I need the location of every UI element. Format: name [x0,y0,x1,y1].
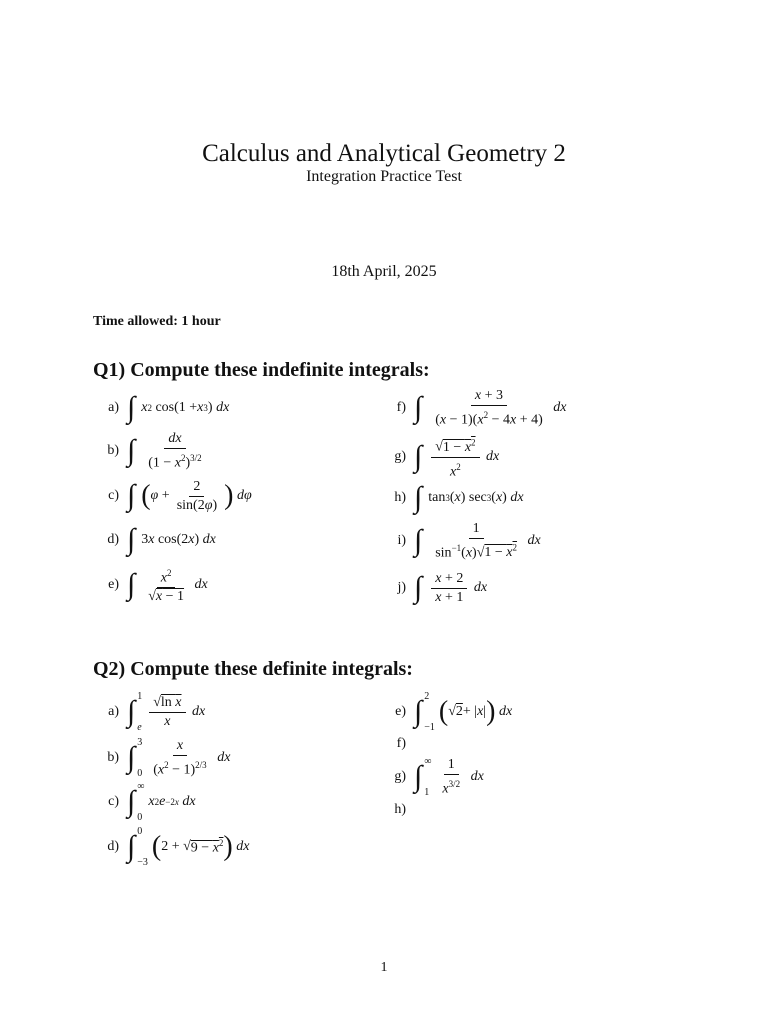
q1-heading: Q1) Compute these indefinite integrals: [93,359,430,381]
q1-item-f [380,388,700,428]
q1-item-g [380,436,680,480]
page-title: Calculus and Analytical Geometry 2 [202,140,566,167]
integral-expression: ∫ $\frac{x + 2}{x + 1}$ dx [414,570,488,605]
integral-expression: ∫ 3 x cos(2 x ) dx [127,523,216,556]
item-label: i) [397,533,406,548]
q2-heading: Q2) Compute these definite integrals: [93,658,413,680]
item-label: g) [394,449,406,464]
integral-expression: ∫ x 2 cos(1 + x 3 ) dx [127,391,230,424]
q1-item-i [380,521,720,561]
integral-expression: ∫ ( φ + $\frac{2}{\sin(2\varphi)}$ ) dφ [127,478,252,513]
integral-expression: ∫ 0 −3 ( 2 + √ $9 - x^2$ ) dx [127,826,250,868]
item-label: c) [108,488,119,503]
q1-item-d [93,520,393,560]
item-label: e) [395,704,406,719]
item-label: j) [397,580,406,595]
integral-expression: ∫ $\frac{dx}{(1 - x^2)^{3/2}}$ [127,430,202,471]
integral-expression: ∫ $\frac{x^2}{√x - 1}$ dx [127,565,208,606]
integral-expression: ∫ 2 −1 ( √ 2 + | x | ) dx [414,691,513,733]
q1-item-e [93,565,393,605]
q1-item-c [93,476,393,516]
q2-item-c [93,782,393,822]
item-label: e) [108,577,119,592]
item-label: g) [394,769,406,784]
integral-expression: ∫ $\frac{x + 3}{(x - 1)(x^2 - 4x + 4)}$ dx [414,387,567,428]
page-number: 1 [380,960,388,975]
item-label: h) [394,490,406,505]
integral-expression: ∫ 3 0 $\frac{x}{(x^2 - 1)^{2/3}}$ dx [127,737,231,779]
item-label: a) [108,400,119,415]
q2-item-d [93,827,393,867]
page-subtitle: Integration Practice Test [306,168,462,185]
integral-expression: ∫ tan 3 ( x ) sec 3 ( x ) dx [414,481,524,514]
q2-item-b [93,738,393,778]
q2-item-a [93,692,393,732]
q1-item-a [93,388,393,428]
integral-expression: ∫ $\frac{1}{\sin^{-1}(x)√1 - x^2}$ dx [414,520,541,561]
item-label: a) [108,704,119,719]
item-label: d) [107,532,119,547]
q2-item-h [380,790,680,830]
integral-expression: ∫ 1 e $\frac{\text{√ln x}}{x}$ dx [127,691,206,733]
integral-expression: ∫ ∞ 1 $\frac{1}{x^{3/2}}$ dx [414,756,484,798]
item-label: c) [108,794,119,809]
item-label: h) [394,802,406,817]
time-allowed: Time allowed: 1 hour [93,314,221,329]
item-label: b) [107,750,119,765]
integral-expression: ∫ ∞ 0 x 2 e −2x dx [127,781,196,823]
integral-expression: ∫ $\frac{√1 - x^2}{x^2}$ dx [414,434,499,480]
test-date: 18th April, 2025 [331,263,437,280]
item-label: b) [107,443,119,458]
q1-item-b [93,431,393,471]
item-label: f) [396,400,406,415]
q1-item-j [380,568,680,608]
item-label: d) [107,839,119,854]
item-label: f) [396,736,406,751]
q1-item-h [380,478,680,518]
